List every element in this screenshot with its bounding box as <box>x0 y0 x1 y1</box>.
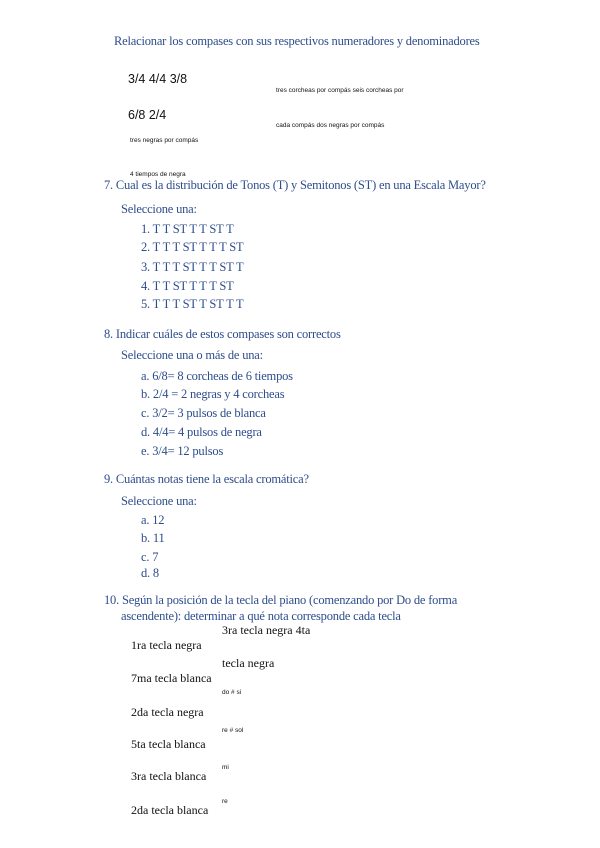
match-answer-row-4: 4 tiempos de negra <box>130 171 186 178</box>
option[interactable]: a. 12 <box>141 513 165 527</box>
option[interactable]: c. 7 <box>141 550 159 564</box>
key-label-6: 2da tecla blanca <box>131 803 209 817</box>
option[interactable]: d. 4/4= 4 pulsos de negra <box>141 425 262 439</box>
match-answer-row-1: tres corcheas por compás seis corcheas por <box>276 87 404 94</box>
key-answer-small-3: mi <box>222 764 229 771</box>
option[interactable]: c. 3/2= 3 pulsos de blanca <box>141 406 266 420</box>
question-7: 7. Cual es la distribución de Tonos (T) y Semitonos (ST) en una Escala Mayor? <box>104 178 486 192</box>
option[interactable]: 5. T T T ST T ST T T <box>141 297 244 311</box>
key-answer-top: 3ra tecla negra 4ta <box>222 623 311 637</box>
option[interactable]: b. 2/4 = 2 negras y 4 corcheas <box>141 387 285 401</box>
question-8-instruction: Seleccione una o más de una: <box>121 348 263 362</box>
key-answer-second: tecla negra <box>222 656 275 670</box>
time-signatures-row-1: 3/4 4/4 3/8 <box>128 72 188 86</box>
key-answer-small-1: do # si <box>222 689 242 696</box>
option[interactable]: d. 8 <box>141 566 159 580</box>
key-label-2: 7ma tecla blanca <box>131 671 212 685</box>
question-10: 10. Según la posición de la tecla del piano (comenzando por Do de forma <box>104 593 458 607</box>
option[interactable]: a. 6/8= 8 corcheas de 6 tiempos <box>141 369 293 383</box>
key-label-1: 1ra tecla negra <box>131 638 202 652</box>
option[interactable]: 4. T T ST T T T ST <box>141 279 234 293</box>
key-answer-small-4: re <box>222 798 228 805</box>
option[interactable]: b. 11 <box>141 531 165 545</box>
option[interactable]: 2. T T T ST T T T ST <box>141 240 244 254</box>
page-title: Relacionar los compases con sus respectivos numeradores y denominadores <box>114 34 480 48</box>
option[interactable]: e. 3/4= 12 pulsos <box>141 444 224 458</box>
question-10-continued: ascendente): determinar a qué nota corresponde cada tecla <box>121 609 401 623</box>
key-label-3: 2da tecla negra <box>131 705 204 719</box>
match-answer-row-3: tres negras por compás <box>130 137 199 144</box>
question-9: 9. Cuántas notas tiene la escala cromática? <box>104 472 309 486</box>
question-9-instruction: Seleccione una: <box>121 494 197 508</box>
key-answer-small-2: re # sol <box>222 727 244 734</box>
option[interactable]: 1. T T ST T T ST T <box>141 222 234 236</box>
question-8: 8. Indicar cuáles de estos compases son correctos <box>104 327 341 341</box>
option[interactable]: 3. T T T ST T T ST T <box>141 260 244 274</box>
key-label-4: 5ta tecla blanca <box>131 737 206 751</box>
time-signatures-row-2: 6/8 2/4 <box>128 108 167 122</box>
match-answer-row-2: cada compás dos negras por compás <box>276 122 385 129</box>
question-7-instruction: Seleccione una: <box>121 202 197 216</box>
key-label-5: 3ra tecla blanca <box>131 769 207 783</box>
